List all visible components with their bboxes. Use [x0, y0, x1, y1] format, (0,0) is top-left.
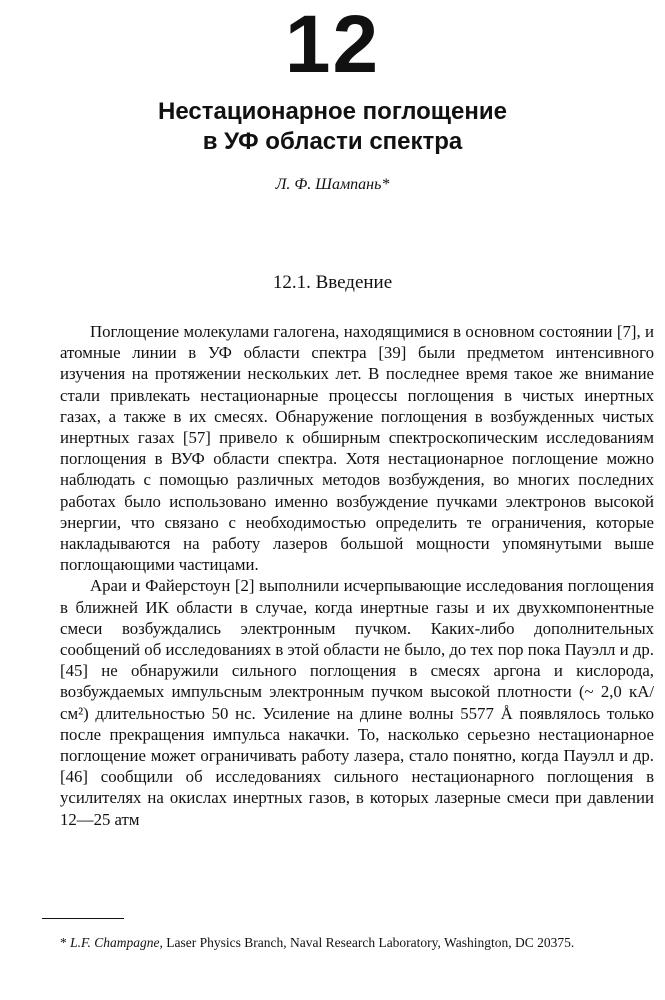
footnote [60, 933, 654, 953]
chapter-number: 12 [284, 0, 381, 90]
paragraph-arai-firestone: Араи и Файерстоун [2] выполнили исчерпывающие исследования поглощения в ближней ИК области в случае, когда инертные газы и их двухкомпонентные смеси возбуждались электронным пучком. Каких-либо дополнительных сообщений об исследованиях в этой области не было, до тех пор пока Пауэлл и др. [45] не обнаружили сильного поглощения в смесях аргона и кислорода, возбуждаемых импульсным электронным пучком высокой плотности (~ 2,0 кА/см²) длительностью 50 нс. Усиление на длине волны 5577 Å появлялось только после прекращения импульса накачки. То, насколько серьезно нестационарное поглощение может ограничивать работу лазера, стало понятно, когда Пауэлл и др. [46] сообщили об исследованиях сильного нестационарного поглощения в усилителях на окислах инертных газов, в которых лазерные смеси при давлении 12—25 атм [60, 576, 654, 829]
paragraph-introduction: Поглощение молекулами галогена, находящимися в основном состоянии [7], и атомные линии в УФ области спектра [39] были предметом интенсивного изучения на протяжении нескольких лет. В последнее время такое же внимание стали привлекать нестационарные процессы поглощения в чистых инертных газах, а также в их смесях. Обнаружение поглощения в возбужденных чистых инертных газах [57] привело к обширным спектроскопическим исследованиям поглощения в ВУФ области спектра. Хотя нестационарное поглощение можно наблюдать с помощью различных методов возбуждения, во многих последних работах было использовано именно возбуждение пучками электронов высокой энергии, что связано с необходимостью определить те ограничения, которые накладываются на работу лазеров большой мощности упомянутыми выше поглощающими частицами. [60, 322, 654, 575]
footnote-affiliation: Laser Physics Branch, Naval Research Laboratory, Washington, DC 20375. [162, 935, 575, 950]
section-heading: 12.1. Введение [272, 272, 393, 293]
chapter-title-line-2: в УФ области спектра [202, 128, 463, 155]
body-text [60, 321, 654, 830]
chapter-title-line-1: Нестационарное поглощение [158, 98, 507, 125]
chapter-author: Л. Ф. Шампань* [275, 176, 390, 193]
footnote-divider [42, 918, 124, 919]
chapter-title [0, 97, 665, 157]
footnote-author: L.F. Champagne, [70, 935, 163, 950]
footnote-marker: * [60, 935, 71, 950]
